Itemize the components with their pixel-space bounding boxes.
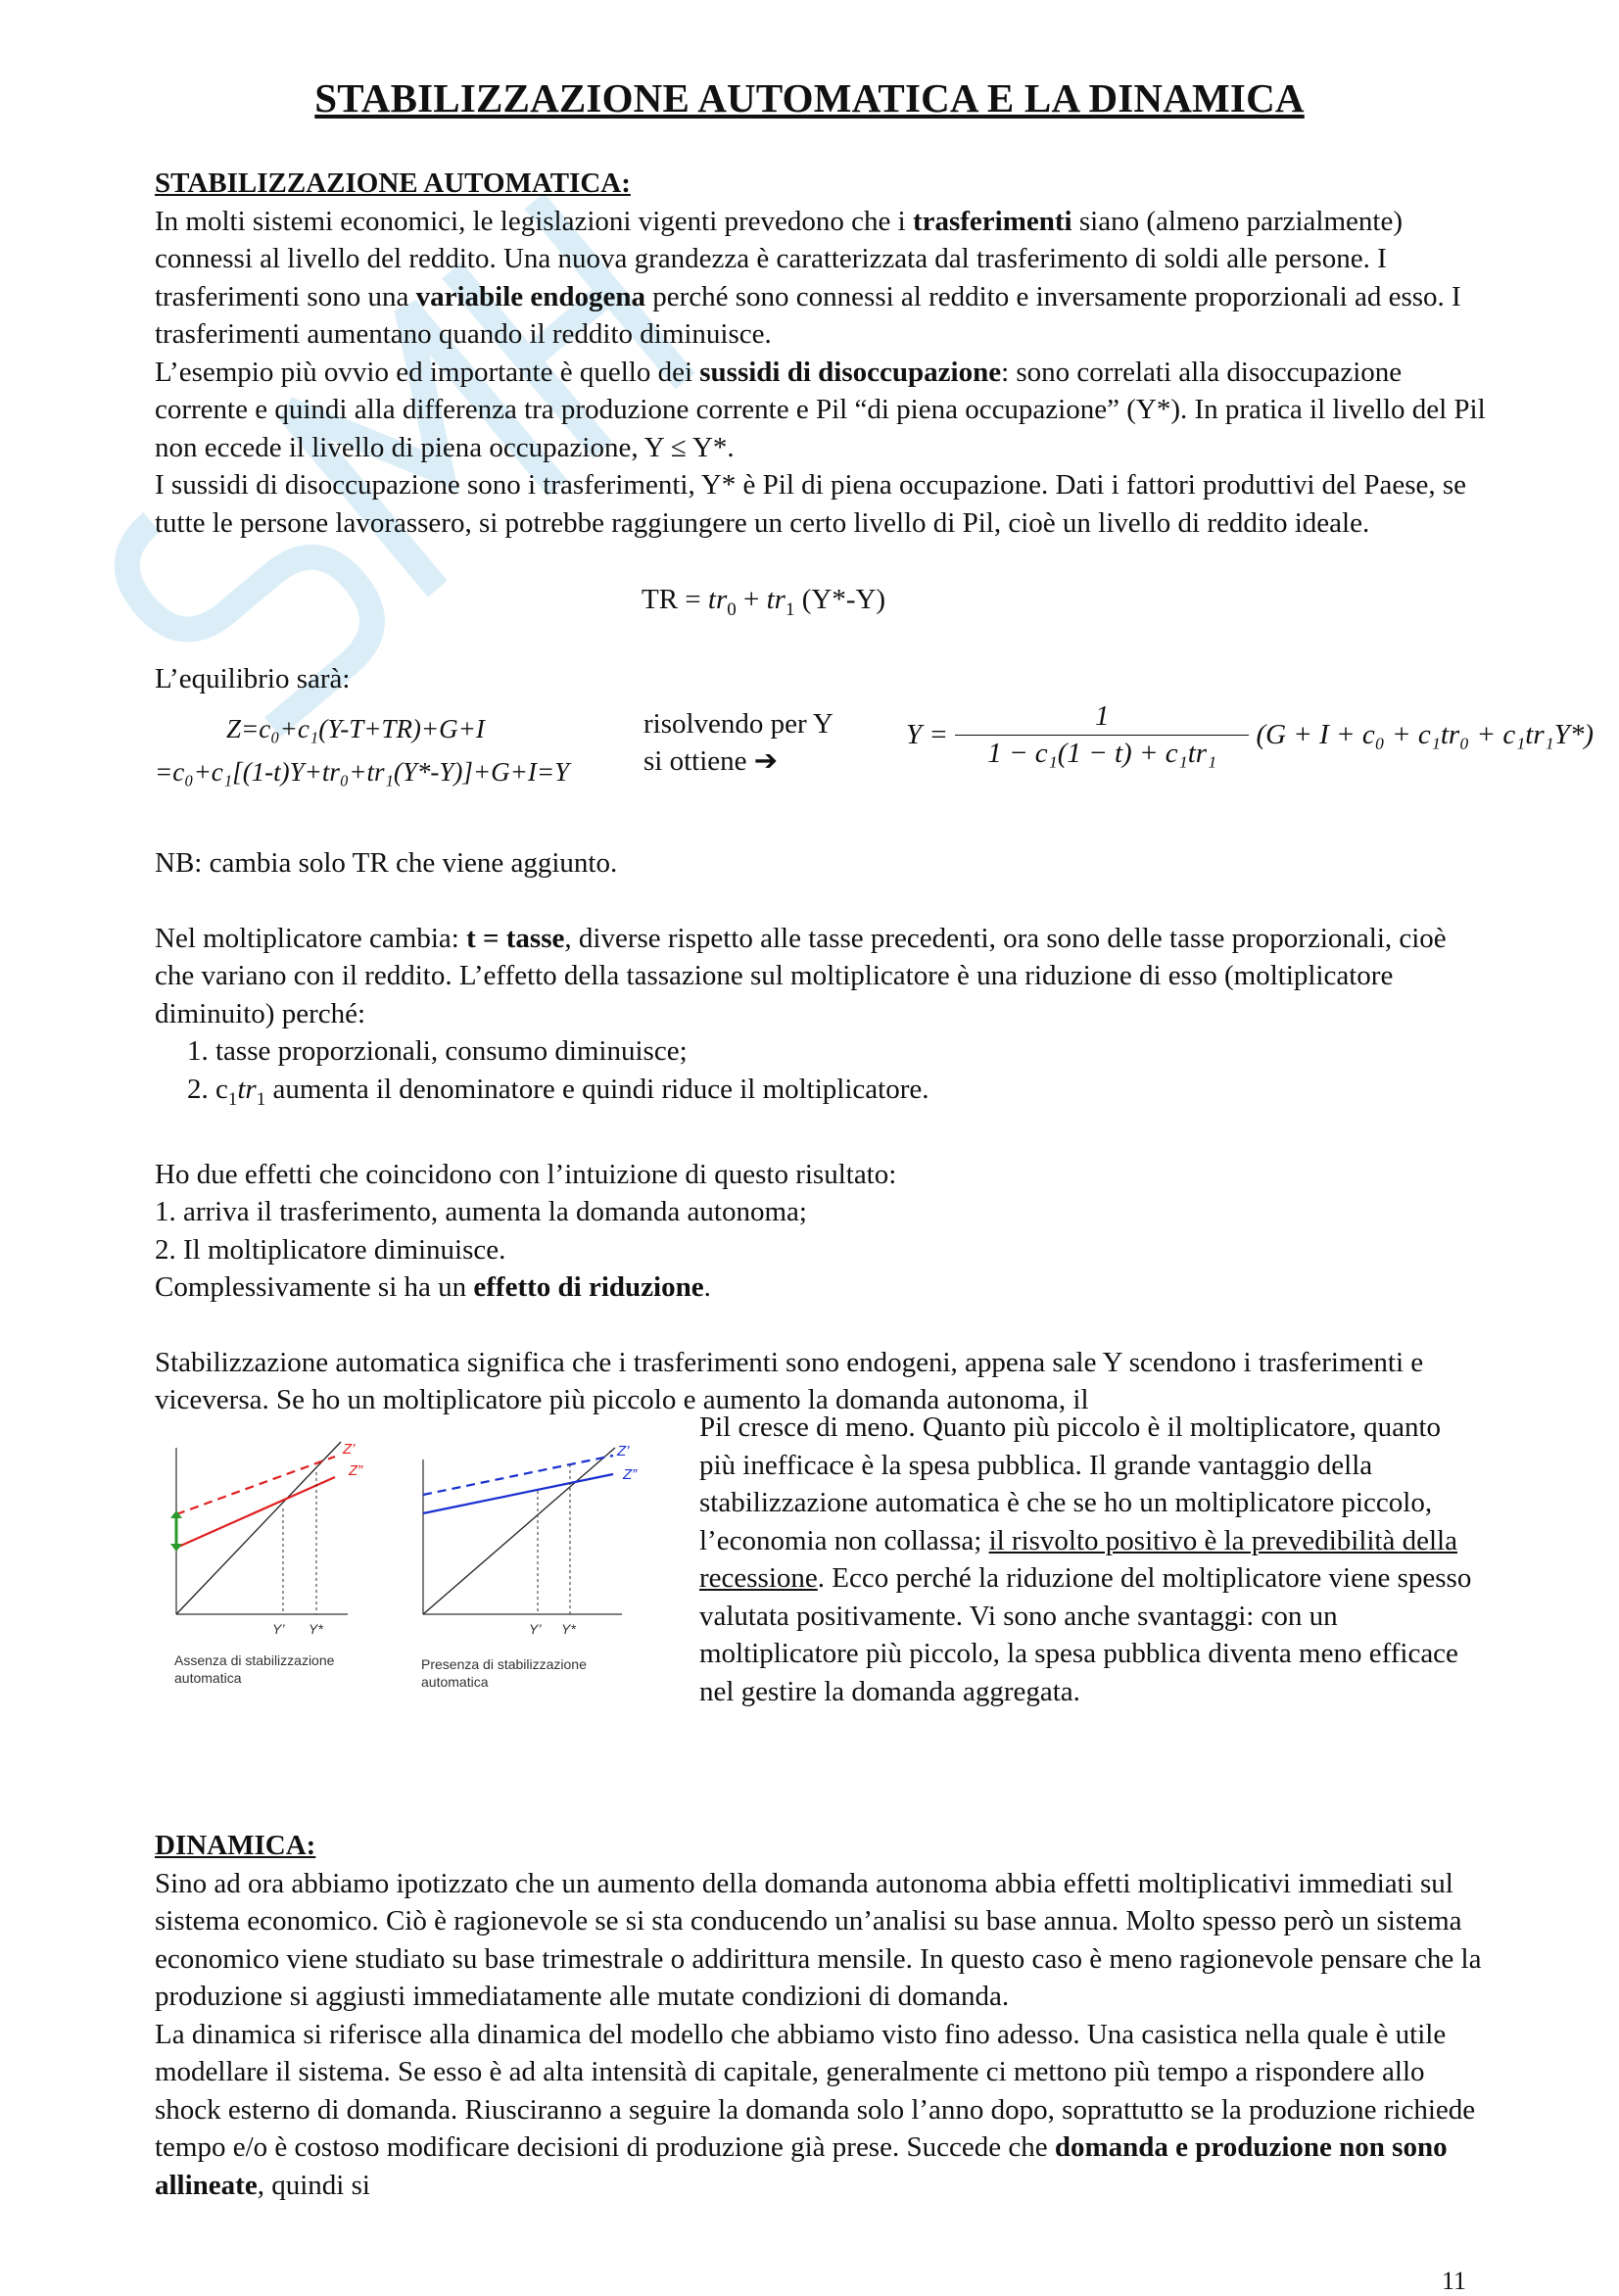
chart-caption: automatica [421, 1674, 489, 1690]
section-multiplier [155, 844, 1487, 1419]
paragraph: NB: cambia solo TR che viene aggiunto. [155, 847, 618, 879]
formula-tr: TR = $tr_0 + tr_1$ (Y*-Y) [642, 584, 886, 620]
paragraph: La dinamica si riferisce alla dinamica del modello che abbiamo visto fino adesso. Una casistica nella quale è utile modellare il sistema. Se esso è ad alta intensità di capitale, generalmente ci mettono più tempo a rispondere allo shock esterno di domanda. Riusciranno a seguire la domanda solo l’anno dopo, soprattutto se la produzione richiede tempo e/o è costoso modificare decisioni di produzione già prese. Succede che domanda e produzione non sono allineate, quindi si [155, 2018, 1476, 2201]
chart-caption: automatica [174, 1670, 242, 1686]
stabilization-charts [157, 1440, 656, 1734]
demand-line-z2 [423, 1474, 613, 1513]
z2-label: Z” [349, 1462, 363, 1479]
paragraph: Nel moltiplicatore cambia: t = tasse, diverse rispetto alle tasse precedenti, ora sono delle tasse proporzionali, cioè che variano con il reddito. L’effetto della tassazione sul moltiplicatore è una riduzione di esso (moltiplicatore diminuito) perché: [155, 922, 1447, 1029]
y-prime-label: Y’ [272, 1621, 285, 1637]
list-item: 1. tasse proporzionali, consumo diminuisce; [215, 1032, 1487, 1071]
z1-label: Z’ [617, 1443, 630, 1459]
z2-label: Z” [623, 1466, 638, 1483]
paragraph: Complessivamente si ha un effetto di riduzione. [155, 1271, 711, 1304]
section-stabilizzazione-intro [155, 165, 1487, 542]
y-star-label: Y* [309, 1621, 323, 1637]
equilibrium-label: L’equilibrio sarà: [155, 663, 351, 694]
section-dinamica [155, 1827, 1487, 2204]
chart-with-stabilization [421, 1443, 638, 1690]
wrapped-paragraph: Pil cresce di meno. Quanto più piccolo è il moltiplicatore, quanto più inefficace è la spesa pubblica. Il grande vantaggio della stabilizzazione automatica è che se ho un moltiplicatore piccolo, l’economia non collassa; il risvolto positivo è la prevedibilità della recessione. Ecco perché la riduzione del moltiplicatore viene spesso valutata positivamente. Vi sono anche svantaggi: con un moltiplicatore più piccolo, la spesa pubblica diventa meno efficace nel gestire la domanda aggregata. [699, 1411, 1472, 1707]
y-prime-label: Y’ [529, 1621, 542, 1637]
paragraph: 2. Il moltiplicatore diminuisce. [155, 1233, 506, 1266]
chart-caption: Assenza di stabilizzazione [174, 1652, 335, 1668]
page-title: STABILIZZAZIONE AUTOMATICA E LA DINAMICA [314, 75, 1305, 120]
reasons-list [155, 1032, 1487, 1119]
y-star-label: Y* [561, 1621, 576, 1637]
paragraph: Ho due effetti che coincidono con l’intuizione di questo risultato: [155, 1158, 897, 1190]
chart-caption: Presenza di stabilizzazione [421, 1656, 587, 1672]
demand-line-z1 [176, 1457, 335, 1514]
solution-equation: Y = $\frac{1}{\text{1 − c₁(1 − t) + c₁tr₁}}$ (G + I + c₀ + c₁tr₀ + c₁tr₁Y*) [906, 700, 1594, 769]
paragraph: I sussidi di disoccupazione sono i trasferimenti, Y* è Pil di piena occupazione. Dati i fattori produttivi del Paese, se tutte le persone lavorassero, si potrebbe raggiungere un certo livello di Pil, cioè un livello di reddito ideale. [155, 469, 1467, 539]
section-heading: STABILIZZAZIONE AUTOMATICA: [155, 167, 631, 199]
paragraph: Sino ad ora abbiamo ipotizzato che un aumento della domanda autonoma abbia effetti moltiplicativi immediati sul sistema economico. Ciò è ragionevole se si sta conducendo un’analisi su base annua. Molto spesso però un sistema economico viene studiato su base trimestrale o addirittura mensile. In questo caso è meno ragionevole pensare che la produzione si aggiusti immediatamente alle mutate condizioni di domanda. [155, 1867, 1482, 2012]
paragraph: 1. arriva il trasferimento, aumenta la domanda autonoma; [155, 1196, 807, 1228]
page-number: 11 [1442, 2267, 1467, 2295]
paragraph: L’esempio più ovvio ed importante è quello dei sussidi di disoccupazione: sono correlati alla disoccupazione corrente e quindi alla differenza tra produzione corrente e Pil “di piena occupazione” (Y*). In pratica il livello del Pil non eccede il livello di piena occupazione, Y ≤ Y*. [155, 356, 1486, 463]
demand-line-z2 [176, 1477, 335, 1548]
section-heading: DINAMICA: [155, 1830, 316, 1861]
chart-no-stabilization [170, 1441, 363, 1686]
paragraph: In molti sistemi economici, le legislazioni vigenti prevedono che i trasferimenti siano (almeno parzialmente) connessi al livello del reddito. Una nuova grandezza è caratterizzata dal trasferimento di soldi alle persone. I trasferimenti sono una variabile endogena perché sono connessi al reddito e inversamente proporzionali ad esso. I trasferimenti aumentano quando il reddito diminuisce. [155, 205, 1461, 350]
list-item: 2. $c_1tr_1$ aumenta il denominatore e quindi riduce il moltiplicatore. [215, 1071, 1487, 1119]
demand-line-z1 [423, 1456, 613, 1495]
forty-five-degree-line [423, 1448, 615, 1614]
z1-label: Z’ [343, 1441, 356, 1458]
paragraph: Stabilizzazione automatica significa che i trasferimenti sono endogeni, appena sale Y scendono i trasferimenti e viceversa. Se ho un moltiplicatore più piccolo e aumento la domanda autonoma, il [155, 1346, 1424, 1416]
equilibrium-equation: Z=c₀+c₁(Y-T+TR)+G+I =c₀+c₁[(1-t)Y+tr₀+tr₁(Y*-Y)]+G+I=Y [155, 714, 570, 787]
solving-note: risolvendo per Y si ottiene ➔ [643, 708, 833, 777]
